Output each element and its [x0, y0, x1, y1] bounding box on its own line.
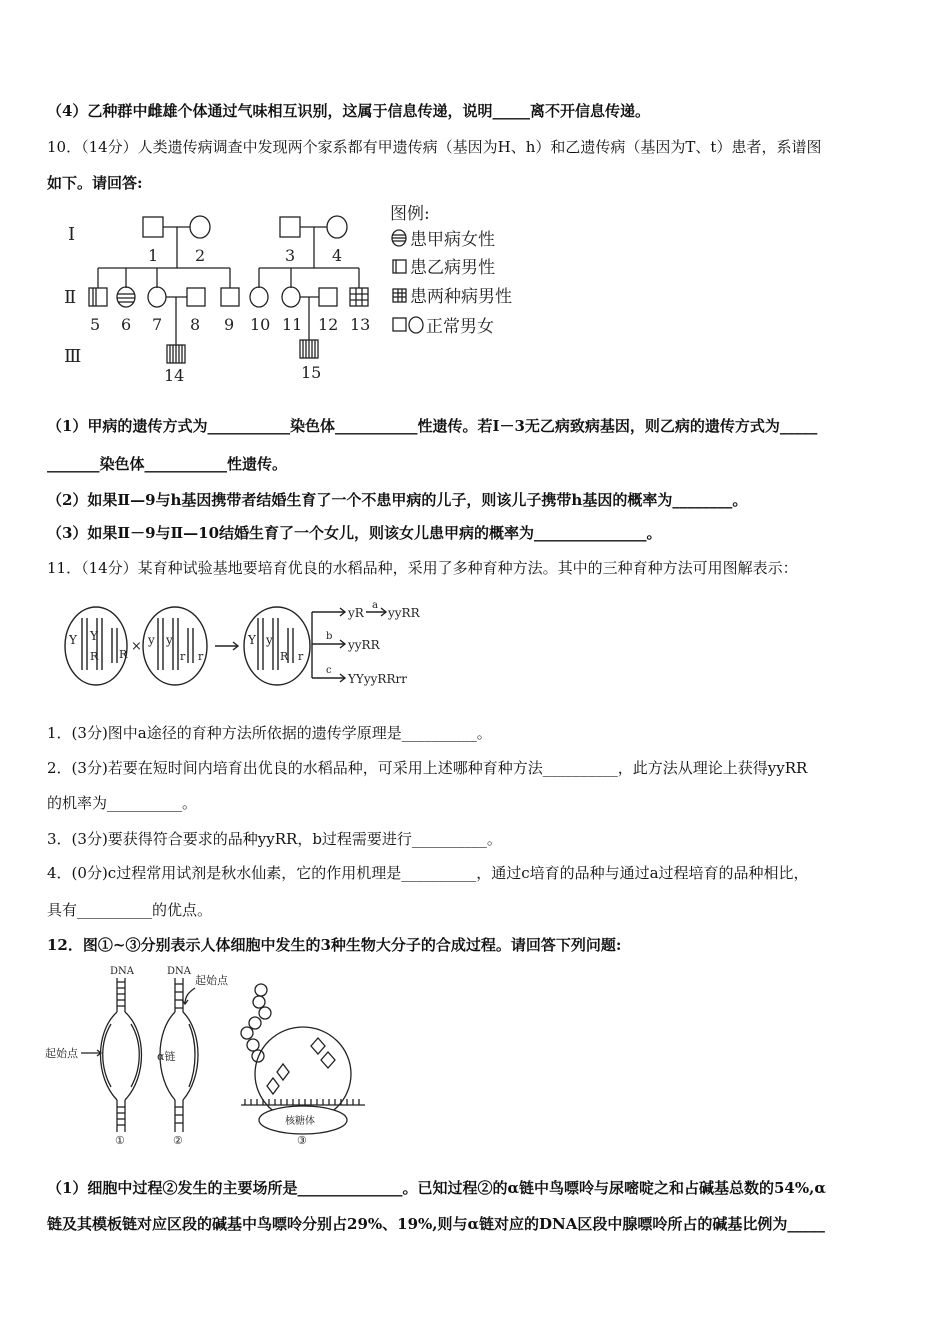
origin-label-right: 起始点	[195, 974, 228, 987]
svg-text:YYyyRRrr: YYyyRRrr	[348, 672, 407, 686]
svg-text:8: 8	[190, 315, 201, 334]
individual-1-male	[143, 217, 163, 237]
legend-title: 图例:	[390, 204, 430, 224]
q11-sub4-line1: 4．(0分)c过程常用试剂是秋水仙素，它的作用机理是__________，通过c培育的品种与通过a过程培育的品种相比，	[47, 864, 809, 882]
ribosome-label: 核糖体	[285, 1116, 315, 1127]
q10-part1-line2: _______染色体___________性遗传。	[47, 455, 288, 473]
svg-text:yyRR: yyRR	[348, 638, 380, 652]
svg-text:R: R	[280, 650, 289, 663]
svg-text:10: 10	[250, 315, 271, 334]
svg-text:y: y	[266, 633, 273, 647]
svg-text:yyRR: yyRR	[388, 606, 420, 620]
synthesis-diagram	[45, 962, 375, 1147]
svg-text:1: 1	[148, 246, 159, 265]
svg-text:r: r	[298, 650, 304, 663]
q12-intro: 12．图①~③分别表示人体细胞中发生的3种生物大分子的合成过程。请回答下列问题:	[47, 936, 622, 954]
individual-4-female	[327, 216, 347, 238]
q10-part2: （2）如果Ⅱ—9与h基因携带者结婚生育了一个不患甲病的儿子，则该儿子携带h基因的概率为________。	[47, 491, 748, 509]
svg-text:DNA: DNA	[167, 966, 191, 977]
pedigree-figure	[60, 200, 540, 390]
q11-sub2-line2: 的机率为__________。	[47, 794, 198, 812]
q10-part3: （3）如果Ⅱ－9与Ⅱ—10结婚生育了一个女儿，则该女儿患甲病的概率为_______________。	[47, 524, 662, 542]
svg-text:5: 5	[90, 315, 101, 334]
svg-text:11: 11	[282, 315, 303, 334]
path-a-label: a	[372, 600, 378, 611]
legend-male-b-icon	[393, 260, 406, 273]
legend-normal-male-icon	[393, 318, 406, 331]
individual-13	[350, 288, 368, 306]
svg-text:Y: Y	[90, 629, 98, 643]
q9-part4: （4）乙种群中雌雄个体通过气味相互识别，这属于信息传递，说明_____离不开信息传递。	[47, 102, 650, 120]
individual-12	[319, 288, 337, 306]
q10-intro-line2: 如下。请回答:	[47, 174, 143, 192]
svg-text:6: 6	[121, 315, 132, 334]
svg-text:R: R	[90, 650, 99, 663]
q11-sub1: 1．(3分)图中a途径的育种方法所依据的遗传学原理是__________。	[47, 724, 492, 742]
svg-text:r: r	[180, 650, 186, 663]
q10-intro-line1: 10．（14分）人类遗传病调查中发现两个家系都有甲遗传病（基因为H、h）和乙遗传病（基因为T、t）患者，系谱图	[47, 138, 822, 156]
svg-text:4: 4	[332, 246, 343, 265]
svg-text:15: 15	[301, 363, 322, 382]
svg-text:Y: Y	[69, 633, 77, 647]
svg-text:12: 12	[318, 315, 339, 334]
q11-sub3: 3．(3分)要获得符合要求的品种yyRR，b过程需要进行__________。	[47, 830, 502, 848]
legend-item-3: 患两种病男性	[410, 287, 512, 307]
breeding-diagram	[60, 598, 440, 693]
svg-text:③: ③	[297, 1134, 307, 1147]
svg-text:14: 14	[164, 366, 185, 385]
individual-10	[250, 287, 268, 307]
svg-text:y: y	[148, 633, 155, 647]
svg-text:yR: yR	[348, 606, 364, 620]
legend-item-1: 患甲病女性	[410, 230, 495, 250]
svg-text:DNA: DNA	[110, 966, 134, 977]
individual-11	[282, 287, 300, 307]
gen-label-3: Ⅲ	[64, 346, 82, 367]
svg-text:13: 13	[350, 315, 371, 334]
svg-text:②: ②	[173, 1134, 183, 1147]
svg-text:R: R	[119, 648, 128, 661]
individual-2-female	[190, 216, 210, 238]
individual-7	[148, 287, 166, 307]
transcription-bubble-right	[183, 1012, 198, 1100]
cross-symbol: ×	[131, 639, 142, 654]
svg-text:3: 3	[285, 246, 296, 265]
svg-text:r: r	[198, 650, 204, 663]
svg-text:2: 2	[195, 246, 206, 265]
legend-normal-female-icon	[409, 317, 423, 333]
q11-intro: 11．（14分）某育种试验基地要培育优良的水稻品种，采用了多种育种方法。其中的三种育种方法可用图解表示：	[47, 559, 798, 577]
q12-part1-line1: （1）细胞中过程②发生的主要场所是______________。已知过程②的α链中鸟嘌呤与尿嘧啶之和占碱基总数的54%,α	[47, 1179, 826, 1197]
individual-8	[187, 288, 205, 306]
svg-text:y: y	[166, 633, 173, 647]
individual-5	[89, 288, 107, 306]
q10-part1-line1: （1）甲病的遗传方式为___________染色体___________性遗传。若Ⅰ－3无乙病致病基因，则乙病的遗传方式为_____	[47, 417, 818, 435]
alpha-chain-label: α链	[157, 1050, 176, 1063]
legend-male-both-icon	[393, 289, 406, 302]
q12-part1-line2: 链及其模板链对应区段的碱基中鸟嘌呤分别占29%、19%,则与α链对应的DNA区段中腺嘌呤所占的碱基比例为_____	[47, 1215, 825, 1233]
svg-text:7: 7	[152, 315, 163, 334]
individual-9	[221, 288, 239, 306]
svg-text:①: ①	[115, 1134, 125, 1147]
origin-label-left: 起始点	[45, 1047, 78, 1060]
individual-6	[117, 287, 135, 307]
svg-text:Y: Y	[248, 633, 256, 647]
q11-sub2-line1: 2．(3分)若要在短时间内培育出优良的水稻品种，可采用上述哪种育种方法__________，此方法从理论上获得yyRR	[47, 759, 808, 777]
individual-3-male	[280, 217, 300, 237]
gen-label-2: Ⅱ	[64, 287, 77, 308]
path-b-label: b	[326, 631, 333, 642]
legend-item-4: 正常男女	[426, 317, 494, 337]
q11-sub4-line2: 具有__________的优点。	[47, 901, 213, 919]
legend-item-2: 患乙病男性	[410, 258, 495, 278]
svg-text:9: 9	[224, 315, 235, 334]
gen-label-1: Ⅰ	[68, 224, 76, 245]
path-c-label: c	[326, 665, 332, 676]
